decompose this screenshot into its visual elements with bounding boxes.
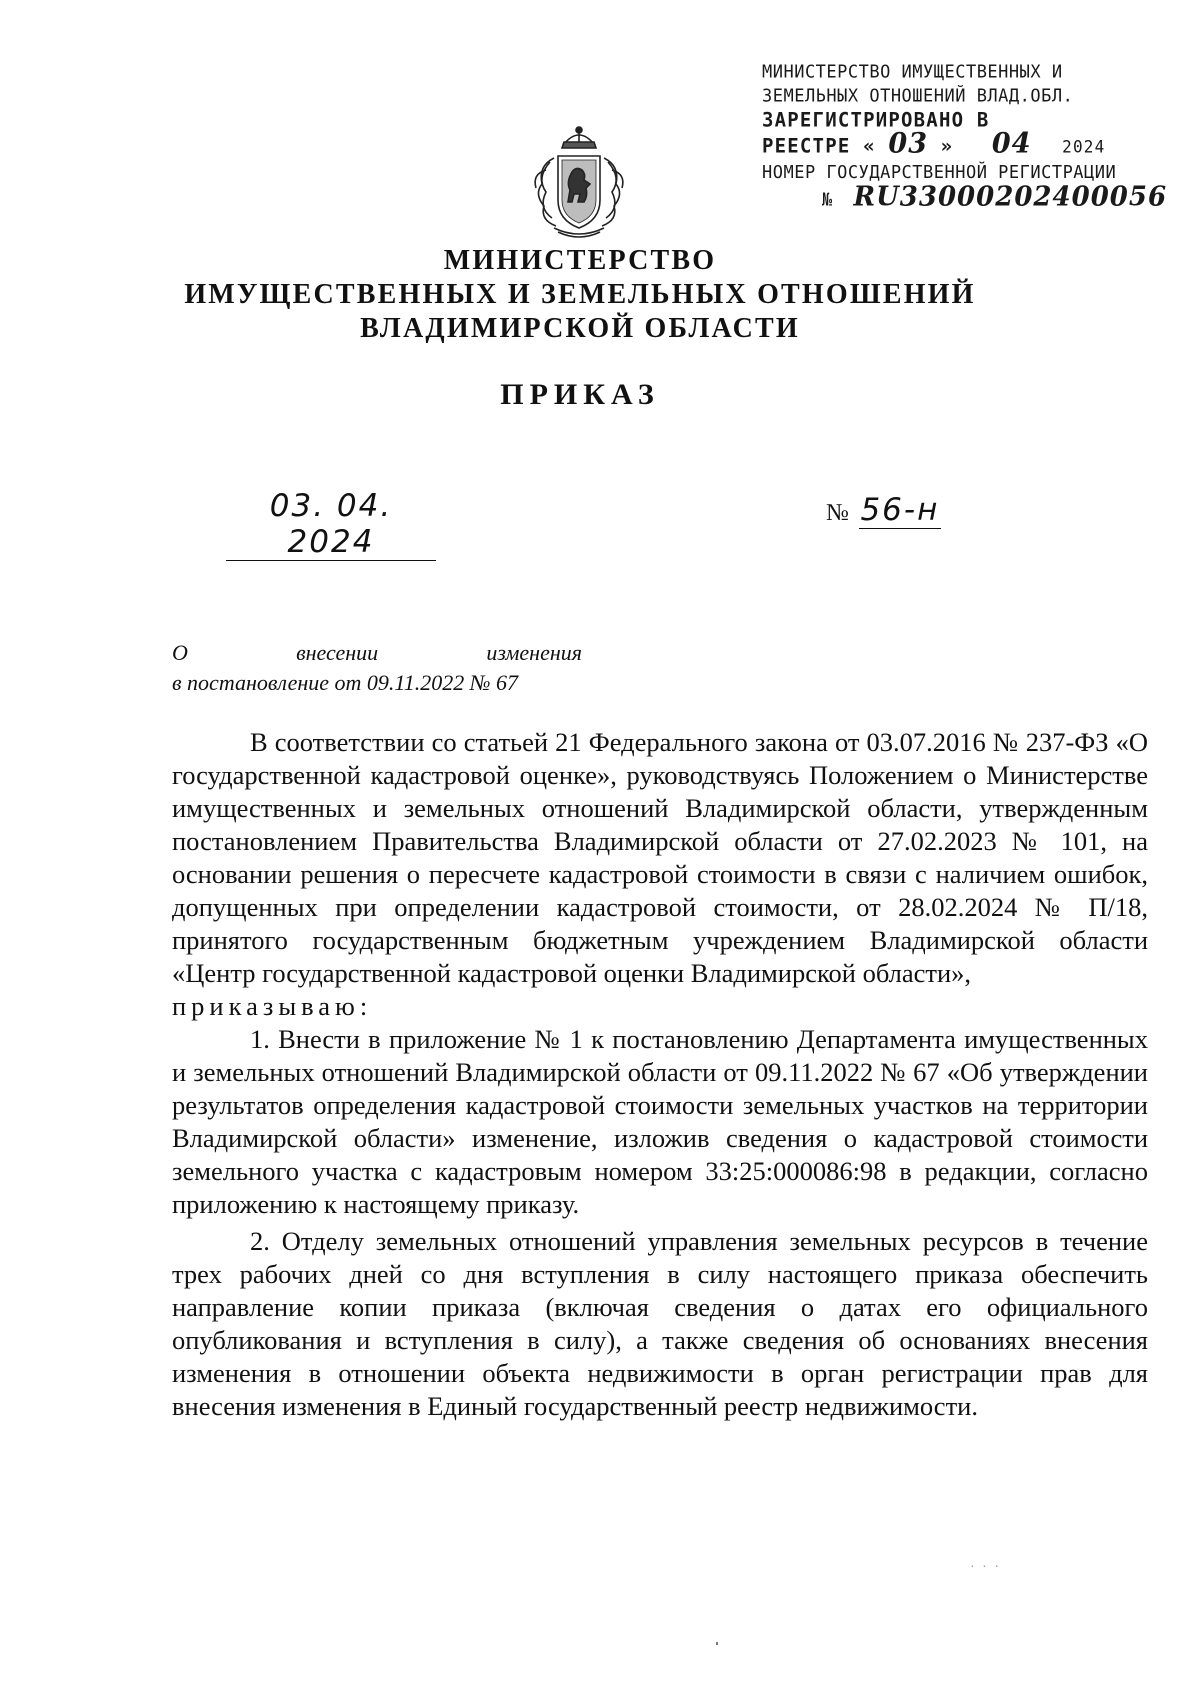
stamp-day: 03 <box>888 127 928 160</box>
registration-stamp <box>762 60 1168 213</box>
stamp-registry-mid: » <box>940 134 954 158</box>
ministry-line-3: ВЛАДИМИРСКОЙ ОБЛАСТИ <box>360 313 800 344</box>
stamp-line-5: НОМЕР ГОСУДАРСТВЕННОЙ РЕГИСТРАЦИИ <box>762 162 1117 184</box>
order-date-value: 03. 04. 2024 <box>269 488 393 560</box>
order-number-value: 56-н <box>860 492 940 528</box>
order-word-text: приказываю: <box>172 991 373 1021</box>
preamble-text: В соответствии со статьей 21 Федерального закона от 03.07.2016 № 237-ФЗ «О государственной кадастровой оценке», руководствуясь Положением о Министерстве имущественных и земельных отношений Владимирской области, утвержденным постановлением Правительства Владимирской области от 27.02.2023 № 101, на основании решения о пересчете кадастровой стоимости в связи с наличием ошибок, допущенных при определении кадастровой стоимости, от 28.02.2024 № П/18, принятого государственным бюджетным учреждением Владимирской области «Центр государственной кадастровой оценки Владимирской области», <box>172 727 1148 988</box>
subject-word-1: О <box>172 640 188 665</box>
order-subject <box>172 638 582 698</box>
subject-line-1 <box>172 638 582 668</box>
stamp-reg-number: RU33000202400056 <box>853 181 1168 213</box>
stamp-line-6 <box>822 181 1168 213</box>
stamp-number-prefix: № <box>822 189 833 211</box>
stamp-line-2: ЗЕМЕЛЬНЫХ ОТНОШЕНИЙ ВЛАД.ОБЛ. <box>762 85 1074 107</box>
coat-of-arms-icon <box>524 122 634 242</box>
order-number-label: № <box>826 500 849 526</box>
subject-word-2: внесении <box>296 640 379 665</box>
stamp-year: 2024 <box>1062 136 1106 157</box>
stamp-line-3: ЗАРЕГИСТРИРОВАНО В <box>762 108 990 132</box>
order-date <box>226 488 436 561</box>
document-title: ПРИКАЗ <box>500 378 660 411</box>
ministry-line-1: МИНИСТЕРСТВО <box>443 245 717 276</box>
preamble-paragraph <box>172 726 1148 990</box>
ministry-header <box>0 244 1160 346</box>
stamp-month: 04 <box>991 127 1032 160</box>
order-body <box>172 726 1148 1423</box>
order-number <box>826 492 941 529</box>
subject-line-2: в постановление от 09.11.2022 № 67 <box>172 670 519 695</box>
subject-word-3: изменения <box>486 640 582 665</box>
scan-dot <box>716 1642 718 1645</box>
order-word <box>172 990 1148 1023</box>
order-item-1: 1. Внести в приложение № 1 к постановлению Департамента имущественных и земельных отношений Владимирской области от 09.11.2022 № 67 «Об утверждении результатов определения кадастровой стоимости земельных участков на территории Владимирской области» изменение, изложив сведения о кадастровой стоимости земельного участка с кадастровым номером 33:25:000086:98 в редакции, согласно приложению к настоящему приказу. <box>172 1024 1148 1219</box>
scan-smudge: · · · <box>970 1560 1001 1575</box>
stamp-registry-prefix: РЕЕСТРЕ « <box>762 134 876 158</box>
stamp-line-1: МИНИСТЕРСТВО ИМУЩЕСТВЕННЫХ И <box>762 61 1063 83</box>
ministry-line-2: ИМУЩЕСТВЕННЫХ И ЗЕМЕЛЬНЫХ ОТНОШЕНИЙ <box>184 279 976 310</box>
order-item-2: 2. Отделу земельных отношений управления земельных ресурсов в течение трех рабочих дней со дня вступления в силу настоящего приказа обеспечить направление копии приказа (включая сведения о датах его официального опубликования и вступления в силу), а также сведения об основаниях внесения изменения в отношении объекта недвижимости в орган регистрации прав для внесения изменения в Единый государственный реестр недвижимости. <box>172 1226 1148 1421</box>
stamp-line-4 <box>762 127 1106 160</box>
